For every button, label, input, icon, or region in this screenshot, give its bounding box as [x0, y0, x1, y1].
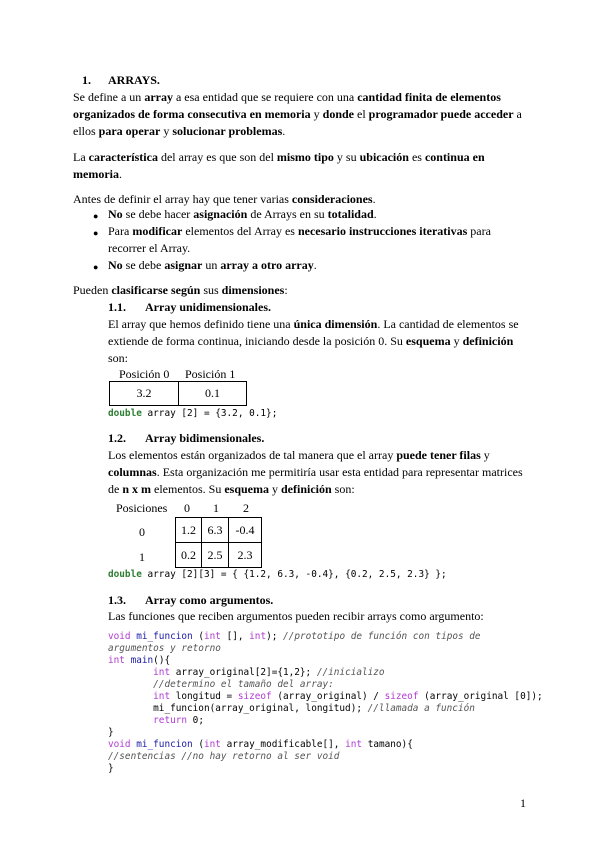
bold-text: totalidad — [327, 207, 374, 221]
bold-text: No — [108, 207, 123, 221]
code-line — [108, 643, 543, 655]
code-line: int array_original[2]={1,2}; //inicializo — [153, 667, 385, 678]
code-token: int — [345, 739, 363, 750]
table2-col-header: 1 — [213, 501, 219, 515]
bold-text: solucionar problemas — [172, 124, 283, 138]
bold-text: columnas — [108, 465, 157, 479]
page-number: 1 — [520, 796, 526, 810]
subsection-title: Array unidimensionales. — [145, 300, 272, 314]
code-token: mi_funcion — [136, 739, 193, 750]
caracteristica-line: memoria. — [73, 167, 122, 181]
intro-line: Se define a un array a esa entidad que se requiere con una cantidad finita de elementos — [73, 90, 501, 104]
bold-text: ubicación — [359, 150, 409, 164]
code-token: //inicializo — [316, 667, 385, 678]
code-line: int main(){ — [108, 655, 171, 666]
bold-text: clasificarse según — [111, 283, 201, 297]
table2-cell: 2.5 — [202, 543, 229, 568]
code-token: int — [203, 739, 221, 750]
table2-cell: -0.4 — [229, 518, 262, 543]
code-token: //determino el tamaño del array: — [153, 679, 334, 690]
code-token: int — [249, 631, 267, 642]
caracteristica-line: La característica del array es que son del mismo tipo y su ubicación es continua en — [73, 150, 485, 164]
clasificar-line: Pueden clasificarse según sus dimensiones: — [73, 283, 288, 297]
sub2-line: Los elementos están organizados de tal manera que el array puede tener filas y — [108, 448, 490, 462]
code-token: return — [153, 715, 188, 726]
code-token: int — [108, 655, 125, 666]
bold-text: array — [144, 90, 173, 104]
code-token: mi_funcion — [136, 631, 193, 642]
bullet-dot: ● — [93, 262, 99, 272]
code-token: sizeof — [237, 691, 272, 702]
bold-text: puede tener filas — [396, 448, 481, 462]
code-token: argumentos y retorno — [108, 643, 221, 654]
table2-cell: 6.3 — [202, 518, 229, 543]
code-line: void mi_funcion (int [], int); //prototipo de función con tipos de — [108, 631, 481, 642]
code-token: //llamada a función — [367, 703, 475, 714]
bold-text: necesario instrucciones iterativas — [297, 224, 468, 238]
table2-col-header: 2 — [243, 501, 249, 515]
bold-text: esquema — [405, 334, 451, 348]
code-token: sizeof — [384, 691, 419, 702]
sub1-line: El array que hemos definido tiene una única dimensión. La cantidad de elementos se — [108, 317, 519, 331]
sub3-line: Las funciones que reciben argumentos pueden recibir arrays como argumento: — [108, 609, 484, 623]
table2-cell: 2.3 — [229, 543, 262, 568]
bold-text: continua en — [424, 150, 485, 164]
bullet-dot: ● — [93, 211, 99, 221]
subsection-number: 1.1. — [108, 300, 126, 314]
sub2-line: columnas. Esta organización me permitiría usar esta entidad para representar matrices — [108, 465, 523, 479]
bold-text: array a otro array — [220, 258, 314, 272]
table2-row-header: 0 — [139, 525, 145, 539]
code-line: } — [108, 727, 114, 738]
bold-text: asignar — [164, 258, 203, 272]
bullet-dot: ● — [93, 228, 99, 238]
code-line: void mi_funcion (int array_modificable[], int tamano){ — [108, 739, 413, 750]
table1-header: Posición 1 — [185, 367, 236, 381]
code-token: main — [130, 655, 154, 666]
code-token: int — [203, 631, 221, 642]
intro-line: organizados de forma consecutiva en memoria y donde el programador puede acceder a — [73, 107, 522, 121]
bold-text: cantidad finita de elementos — [357, 90, 501, 104]
section-title: ARRAYS. — [108, 73, 160, 87]
consideraciones-intro: Antes de definir el array hay que tener varias consideraciones. — [73, 192, 376, 206]
bullet-item: No se debe asignar un array a otro array. — [108, 258, 317, 272]
intro-line: ellos para operar y solucionar problemas. — [73, 124, 286, 138]
bold-text: definición — [462, 334, 514, 348]
bold-text: donde — [322, 107, 354, 121]
bold-text: n x m — [122, 482, 151, 496]
bullet-item-cont: recorrer el Array. — [108, 241, 191, 255]
bold-text: única dimensión — [293, 317, 378, 331]
table2-cell: 0.2 — [176, 543, 202, 568]
code-line — [108, 751, 543, 763]
code-line: double array [2][3] = { {1.2, 6.3, -0.4}, {0.2, 2.5, 2.3} }; — [108, 569, 447, 580]
code-block — [108, 631, 543, 775]
bold-text: esquema — [224, 482, 269, 496]
array-2d-table — [175, 517, 262, 568]
bold-text: programador puede acceder — [368, 107, 514, 121]
sub1-line: extiende de forma continua, iniciando desde la posición 0. Su esquema y definición — [108, 334, 514, 348]
code-token: int — [153, 691, 171, 702]
table2-row-header: 1 — [139, 550, 145, 564]
bold-text: característica — [88, 150, 158, 164]
table2-col-header: 0 — [184, 501, 190, 515]
bold-text: para operar — [98, 124, 161, 138]
table2-corner: Posiciones — [116, 501, 168, 515]
code-line: double array [2] = {3.2, 0.1}; — [108, 408, 278, 419]
table1-cell: 0.1 — [179, 382, 247, 406]
code-token: //prototipo de función con tipos de — [283, 631, 481, 642]
bold-text: modificar — [132, 224, 183, 238]
code-line: return 0; — [153, 715, 204, 726]
code-token: //sentencias //no hay retorno al ser void — [108, 751, 340, 762]
bold-text: organizados de forma consecutiva en memoria — [73, 107, 311, 121]
code-token: void — [108, 631, 131, 642]
subsection-number: 1.3. — [108, 593, 126, 607]
bold-text: No — [108, 258, 123, 272]
code-token: double — [108, 408, 142, 419]
subsection-number: 1.2. — [108, 431, 126, 445]
subsection-title: Array como argumentos. — [145, 593, 274, 607]
code-token: double — [108, 569, 142, 580]
sub2-line: de n x m elementos. Su esquema y definición son: — [108, 482, 355, 496]
bold-text: memoria — [73, 167, 119, 181]
table2-cell: 1.2 — [176, 518, 202, 543]
code-line: } — [108, 763, 114, 774]
subsection-title: Array bidimensionales. — [145, 431, 265, 445]
array-1d-table — [109, 381, 247, 406]
code-line — [108, 679, 543, 691]
bullet-item: Para modificar elementos del Array es necesario instrucciones iterativas para — [108, 224, 491, 238]
sub1-line: son: — [108, 351, 129, 365]
bullet-item: No se debe hacer asignación de Arrays en su totalidad. — [108, 207, 377, 221]
code-token: void — [108, 739, 131, 750]
section-number: 1. — [82, 73, 91, 87]
table1-header: Posición 0 — [119, 367, 170, 381]
code-line: int longitud = sizeof (array_original) / sizeof (array_original [0]); — [153, 691, 543, 702]
bold-text: definición — [281, 482, 332, 496]
table1-cell: 3.2 — [110, 382, 179, 406]
bold-text: mismo tipo — [276, 150, 334, 164]
bold-text: dimensiones — [221, 283, 285, 297]
bold-text: consideraciones — [291, 192, 373, 206]
bold-text: asignación — [193, 207, 248, 221]
code-line: mi_funcion(array_original, longitud); //llamada a función — [108, 703, 475, 714]
code-token: int — [153, 667, 171, 678]
